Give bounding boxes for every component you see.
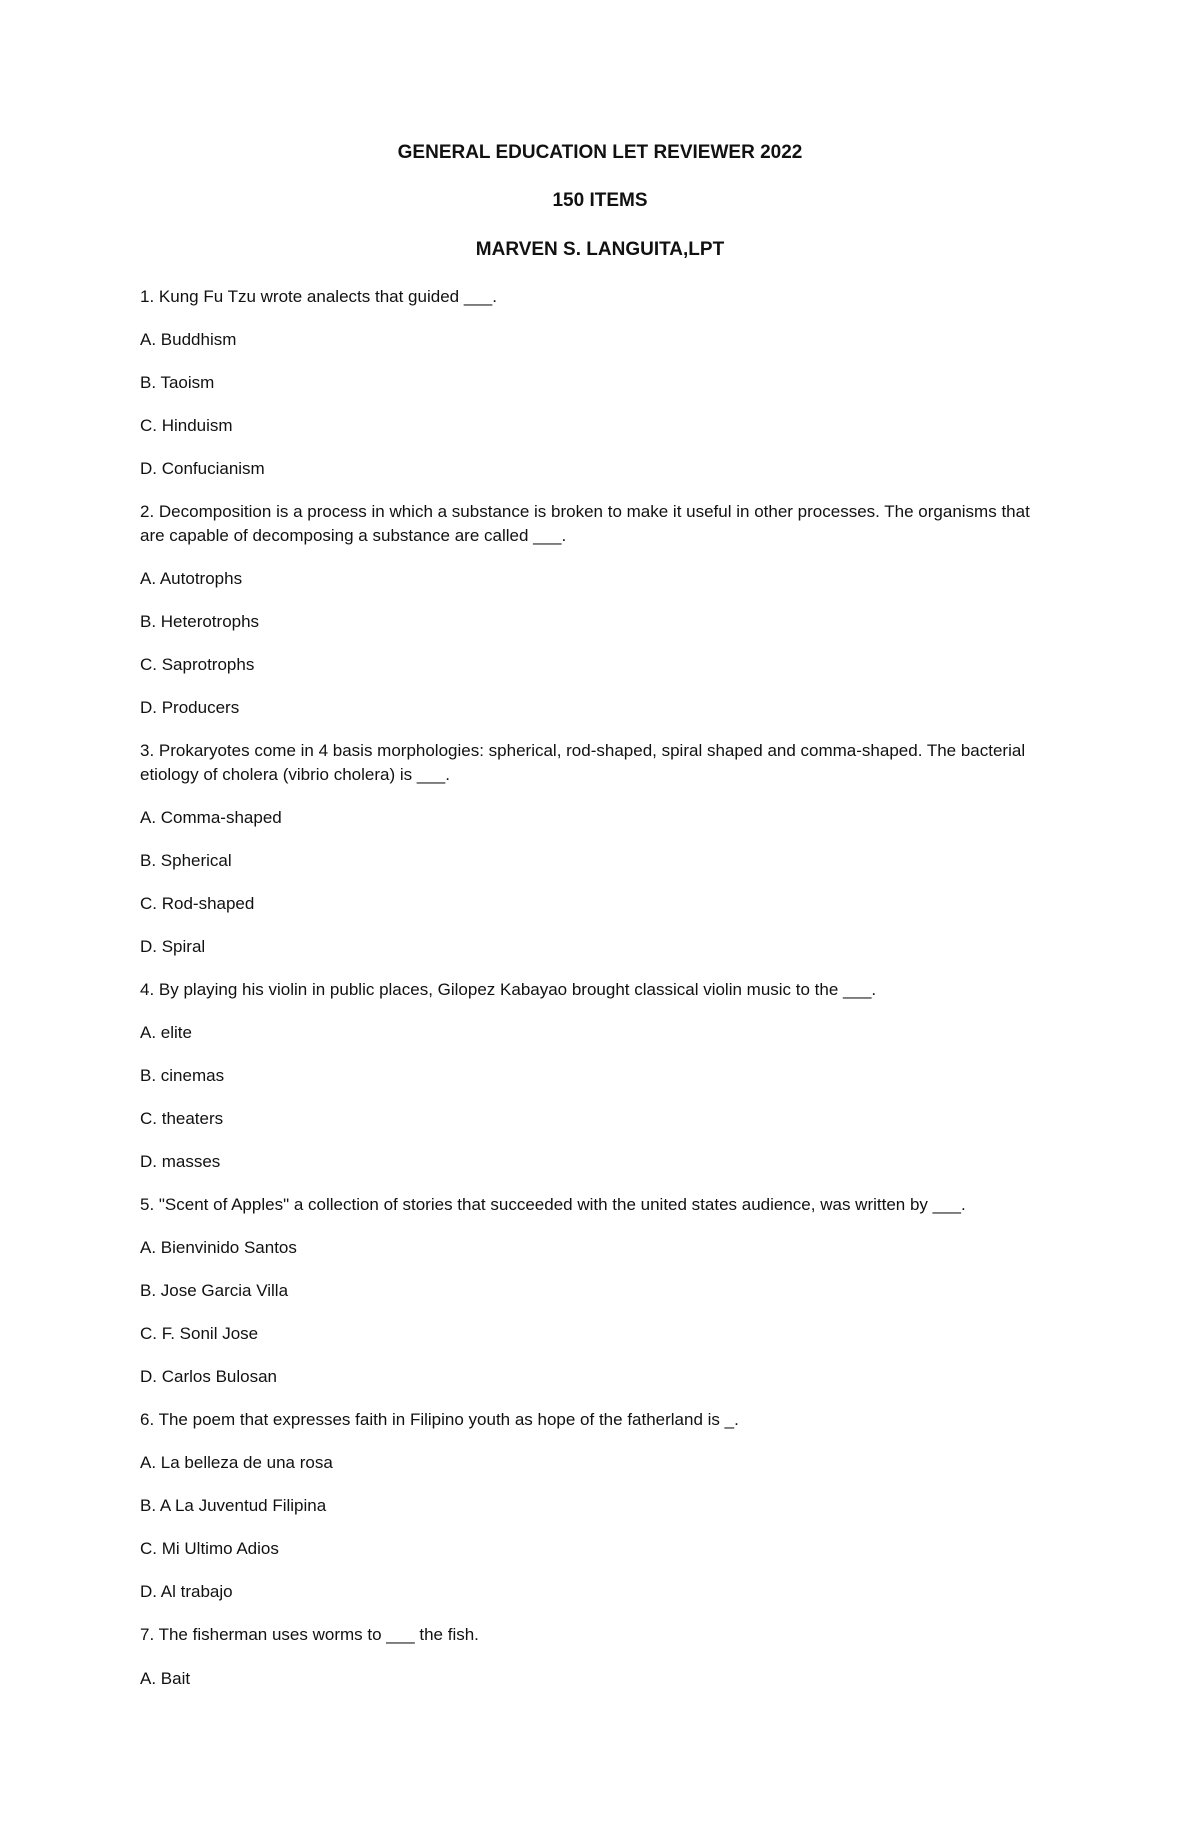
question-stem: 5. "Scent of Apples" a collection of stories that succeeded with the united states audience, was written by ___. (140, 1195, 966, 1214)
answer-choice: C. theaters (140, 1109, 224, 1128)
answer-choice: D. masses (140, 1152, 221, 1171)
answer-choice: B. Taoism (140, 373, 215, 392)
question-stem: 6. The poem that expresses faith in Filipino youth as hope of the fatherland is _. (140, 1410, 739, 1429)
question-stem: 2. Decomposition is a process in which a substance is broken to make it useful in other processes. The organisms that are capable of decomposing a substance are called ___. (140, 502, 1030, 545)
answer-choice: D. Al trabajo (140, 1582, 233, 1601)
answer-choice: D. Carlos Bulosan (140, 1367, 278, 1386)
author-name: MARVEN S. LANGUITA,LPT (475, 239, 725, 260)
answer-choice: A. Comma-shaped (140, 808, 282, 827)
answer-choice: D. Spiral (140, 937, 206, 956)
question-stem: 3. Prokaryotes come in 4 basis morphologies: spherical, rod-shaped, spiral shaped and comma-shaped. The bacterial etiology of cholera (vibrio cholera) is ___. (140, 741, 1026, 784)
answer-choice: C. Rod-shaped (140, 894, 255, 913)
answer-choice: A. La belleza de una rosa (140, 1453, 333, 1472)
answer-choice: B. cinemas (140, 1066, 225, 1085)
document-title: GENERAL EDUCATION LET REVIEWER 2022 (397, 142, 803, 163)
answer-choice: B. Heterotrophs (140, 612, 260, 631)
answer-choice: C. Saprotrophs (140, 655, 255, 674)
answer-choice: A. elite (140, 1023, 192, 1042)
answer-choice: C. F. Sonil Jose (140, 1324, 259, 1343)
answer-choice: B. Jose Garcia Villa (140, 1281, 289, 1300)
answer-choice: B. A La Juventud Filipina (140, 1496, 327, 1515)
answer-choice: C. Hinduism (140, 416, 233, 435)
question-stem: 7. The fisherman uses worms to ___ the fish. (140, 1625, 479, 1644)
answer-choice: D. Confucianism (140, 459, 265, 478)
answer-choice: D. Producers (140, 698, 240, 717)
answer-choice: A. Autotrophs (140, 569, 243, 588)
answer-choice: A. Buddhism (140, 330, 237, 349)
answer-choice: B. Spherical (140, 851, 232, 870)
answer-choice: A. Bienvinido Santos (140, 1238, 297, 1257)
item-count: 150 ITEMS (552, 190, 648, 211)
question-stem: 4. By playing his violin in public places, Gilopez Kabayao brought classical violin music to the ___. (140, 980, 877, 999)
question-stem: 1. Kung Fu Tzu wrote analects that guided ___. (140, 287, 497, 306)
answer-choice: A. Bait (140, 1669, 191, 1688)
answer-choice: C. Mi Ultimo Adios (140, 1539, 279, 1558)
